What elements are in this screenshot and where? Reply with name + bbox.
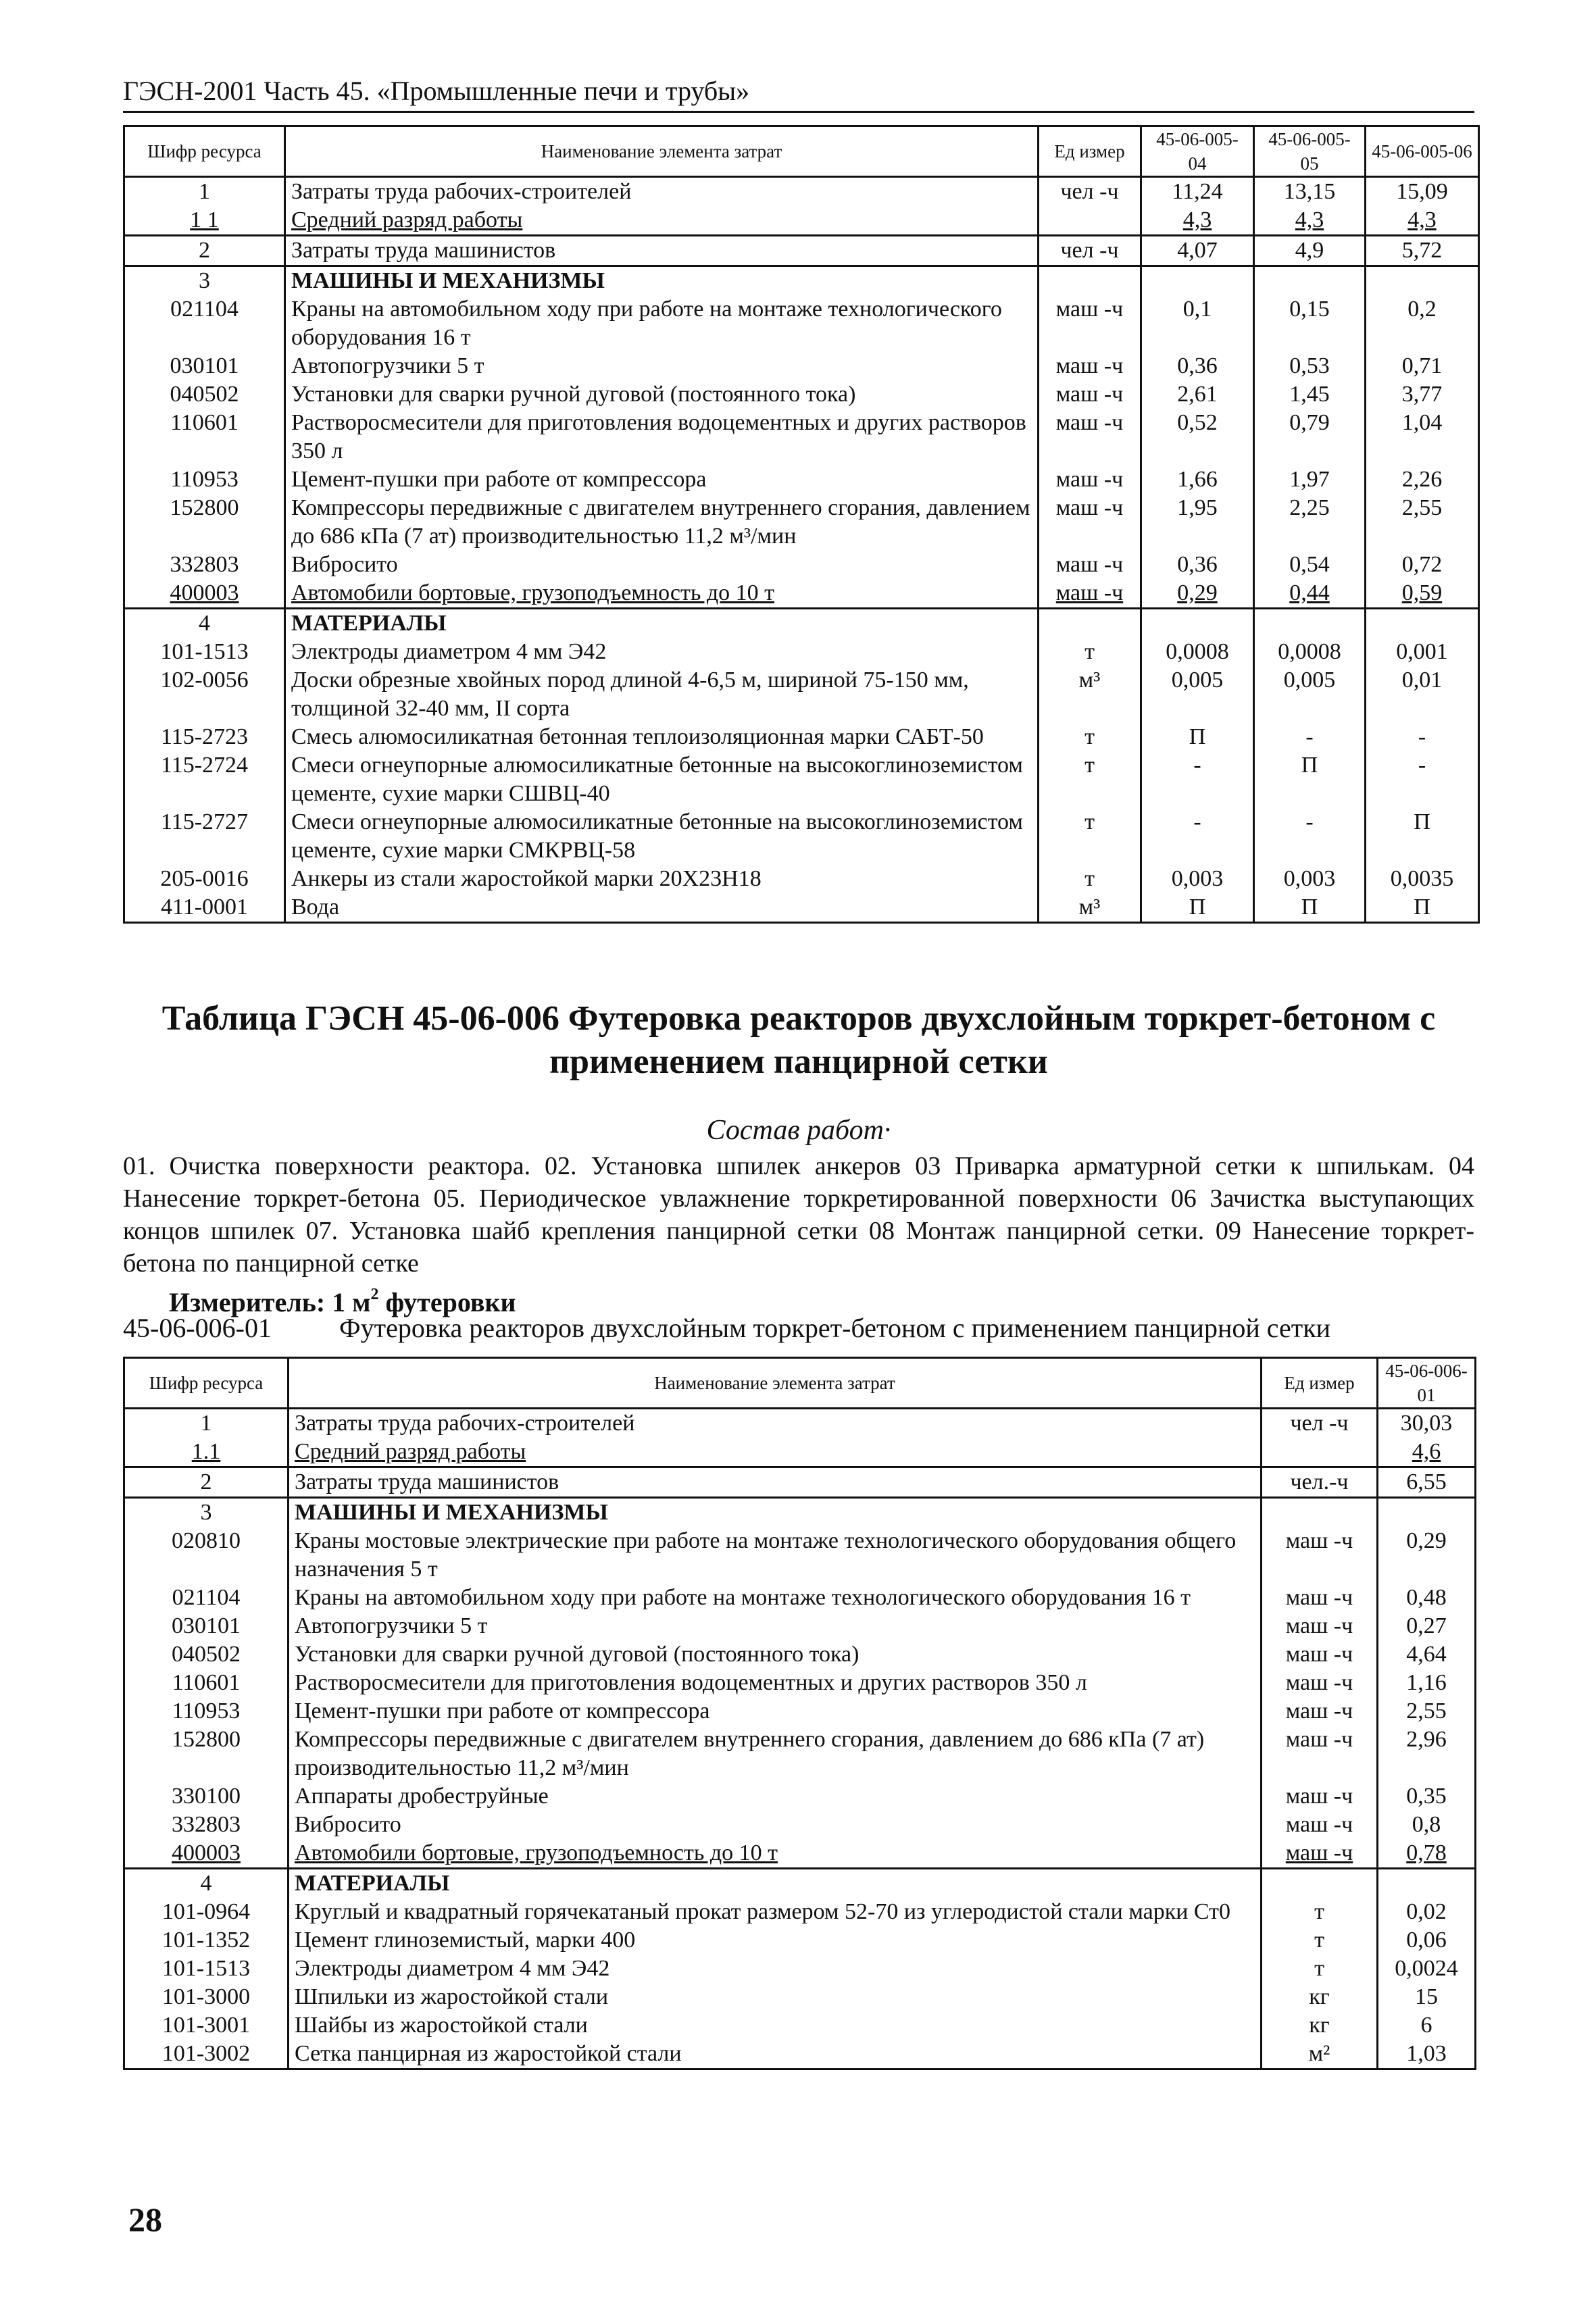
cell-value: П (1254, 751, 1366, 808)
table-row (124, 1467, 1476, 1498)
table-row (124, 1584, 1476, 1612)
cell-name: Затраты труда рабочих-строителей (289, 1409, 1262, 1438)
cell-name: Цемент-пушки при работе от компрессора (285, 466, 1039, 494)
col-header-unit: Ед измер (1262, 1358, 1378, 1409)
cell-unit: т (1039, 723, 1141, 751)
cell-value: П (1366, 893, 1479, 923)
cell-unit: маш -ч (1039, 295, 1141, 352)
cell-code: 110601 (124, 409, 285, 466)
cell-code: 020810 (124, 1527, 289, 1584)
cell-unit: чел.-ч (1262, 1467, 1378, 1498)
cell-value: 0,59 (1366, 579, 1479, 609)
cell-name: Анкеры из стали жаростойкой марки 20Х23Н18 (285, 865, 1039, 893)
col-header-name: Наименование элемента затрат (289, 1358, 1262, 1409)
cell-unit: чел -ч (1039, 177, 1141, 207)
cell-unit: чел -ч (1262, 1409, 1378, 1438)
table-row (124, 177, 1479, 207)
cell-value: - (1254, 808, 1366, 865)
cell-value: 0,52 (1141, 409, 1254, 466)
cell-name: Установки для сварки ручной дуговой (постоянного тока) (289, 1640, 1262, 1669)
cell-value (1366, 266, 1479, 296)
cell-code: 110601 (124, 1669, 289, 1697)
cell-value: 0,54 (1254, 551, 1366, 579)
cell-value: 0,06 (1378, 1926, 1476, 1955)
cell-value: 0,003 (1254, 865, 1366, 893)
cell-code: 152800 (124, 1726, 289, 1782)
col-header-45-06-006-01: 45-06-006-01 (1378, 1358, 1476, 1409)
cell-value: - (1366, 723, 1479, 751)
cell-value (1141, 266, 1254, 296)
cell-unit: м³ (1039, 666, 1141, 723)
table-header-row (124, 1358, 1476, 1409)
cell-value: - (1141, 808, 1254, 865)
table-row (124, 1669, 1476, 1697)
cell-value: 2,26 (1366, 466, 1479, 494)
cell-value: 2,25 (1254, 494, 1366, 551)
cell-code: 332803 (124, 1811, 289, 1839)
cell-code: 330100 (124, 1782, 289, 1811)
cell-unit: маш -ч (1262, 1697, 1378, 1726)
table-row (124, 1983, 1476, 2011)
cell-code: 101-1513 (124, 1955, 289, 1983)
cell-unit: маш -ч (1039, 409, 1141, 466)
cell-unit: маш -ч (1262, 1726, 1378, 1782)
cell-value: 0,35 (1378, 1782, 1476, 1811)
cell-code: 030101 (124, 1612, 289, 1640)
table-row (124, 1640, 1476, 1669)
cell-name: Автопогрузчики 5 т (289, 1612, 1262, 1640)
cell-value: П (1254, 893, 1366, 923)
composition-title: Состав работ· (706, 1115, 891, 1146)
table-row (124, 409, 1479, 466)
col-header-code: Шифр ресурса (124, 1358, 289, 1409)
cell-unit (1262, 1869, 1378, 1898)
table-row (124, 1839, 1476, 1869)
cell-name: Вибросито (289, 1811, 1262, 1839)
cell-value: 0,78 (1378, 1839, 1476, 1869)
cell-value: П (1366, 808, 1479, 865)
cell-value: 4,9 (1254, 236, 1366, 266)
cell-name: МАШИНЫ И МЕХАНИЗМЫ (285, 266, 1039, 296)
cell-value: 4,64 (1378, 1640, 1476, 1669)
cell-value (1366, 609, 1479, 638)
table-row (124, 352, 1479, 380)
cell-value: 0,01 (1366, 666, 1479, 723)
cell-code: 152800 (124, 494, 285, 551)
cell-unit: т (1039, 808, 1141, 865)
table-row (124, 751, 1479, 808)
cell-code: 021104 (124, 295, 285, 352)
cell-code: 102-0056 (124, 666, 285, 723)
composition-text: 01. Очистка поверхности реактора. 02. Установка шпилек анкеров 03 Приварка арматурной сетки к шпилькам. 04 Нанесение торкрет-бетона 05. Периодическое увлажнение торкретированной поверхности 06 Зачистка выступающих концов шпилек 07. Установка шайб крепления панцирной сетки 08 Монтаж панцирной сетки. 09 Нанесение торкрет-бетона по панцирной сетке (123, 1152, 1474, 1278)
table-row (124, 551, 1479, 579)
cell-unit: маш -ч (1262, 1584, 1378, 1612)
table-row (124, 1898, 1476, 1926)
cell-code: 101-0964 (124, 1898, 289, 1926)
cell-unit: чел -ч (1039, 236, 1141, 266)
cell-name: Средний разряд работы (289, 1438, 1262, 1467)
cell-name: Компрессоры передвижные с двигателем внутреннего сгорания, давлением до 686 кПа (7 ат) производительностью 11,2 м³/мин (285, 494, 1039, 551)
cell-value: 0,0035 (1366, 865, 1479, 893)
cell-code: 101-3002 (124, 2040, 289, 2069)
cell-value: 0,1 (1141, 295, 1254, 352)
cell-value: 0,48 (1378, 1584, 1476, 1612)
cell-code: 101-1513 (124, 638, 285, 666)
cell-value (1378, 1498, 1476, 1528)
cell-value: 6,55 (1378, 1467, 1476, 1498)
cell-value: 0,005 (1141, 666, 1254, 723)
cell-name: Электроды диаметром 4 мм Э42 (285, 638, 1039, 666)
cell-code: 2 (124, 236, 285, 266)
col-header-code: Шифр ресурса (124, 126, 285, 177)
cell-code: 400003 (124, 579, 285, 609)
norm-description: Футеровка реакторов двухслойным торкрет-бетоном с применением панцирной сетки (339, 1313, 1331, 1343)
cell-name: МАТЕРИАЛЫ (289, 1869, 1262, 1898)
cell-unit: маш -ч (1039, 551, 1141, 579)
cell-code: 3 (124, 266, 285, 296)
cell-value: 2,96 (1378, 1726, 1476, 1782)
cell-name: Сетка панцирная из жаростойкой стали (289, 2040, 1262, 2069)
cell-value: 0,0008 (1141, 638, 1254, 666)
table-row (124, 206, 1479, 236)
cell-value (1254, 266, 1366, 296)
table-row (124, 579, 1479, 609)
cell-name: Смеси огнеупорные алюмосиликатные бетонные на высокоглиноземистом цементе, сухие марки СШВЦ-40 (285, 751, 1039, 808)
cell-value: 30,03 (1378, 1409, 1476, 1438)
cell-value: 0,0008 (1254, 638, 1366, 666)
cell-value: 3,77 (1366, 380, 1479, 409)
cell-value: 2,55 (1366, 494, 1479, 551)
cell-value: 0,2 (1366, 295, 1479, 352)
cell-unit: маш -ч (1039, 494, 1141, 551)
cell-value: 1,66 (1141, 466, 1254, 494)
cell-unit: маш -ч (1039, 352, 1141, 380)
cell-value: 0,36 (1141, 551, 1254, 579)
cell-code: 021104 (124, 1584, 289, 1612)
table-row (124, 1811, 1476, 1839)
cell-code: 2 (124, 1467, 289, 1498)
col-header-unit: Ед измер (1039, 126, 1141, 177)
meter-value-number: 1 м (332, 1287, 371, 1317)
cell-name: Растворосмесители для приготовления водоцементных и других растворов 350 л (289, 1669, 1262, 1697)
col-header-45-06-005-04: 45-06-005-04 (1141, 126, 1254, 177)
cell-unit (1039, 206, 1141, 236)
cell-code: 101-1352 (124, 1926, 289, 1955)
cell-code: 101-3000 (124, 1983, 289, 2011)
table-row (124, 1527, 1476, 1584)
table-row (124, 494, 1479, 551)
cell-value: 0,003 (1141, 865, 1254, 893)
cell-value: 1,95 (1141, 494, 1254, 551)
table-row (124, 1438, 1476, 1467)
cell-code: 1 (124, 1409, 289, 1438)
resource-table-45-06-005 (123, 125, 1480, 924)
cell-name: Цемент глиноземистый, марки 400 (289, 1926, 1262, 1955)
table-row (124, 1612, 1476, 1640)
cell-value: 0,27 (1378, 1612, 1476, 1640)
cell-code: 115-2724 (124, 751, 285, 808)
cell-unit: м² (1262, 2040, 1378, 2069)
cell-name: Смеси огнеупорные алюмосиликатные бетонные на высокоглиноземистом цементе, сухие марки СМКРВЦ-58 (285, 808, 1039, 865)
cell-unit: маш -ч (1039, 466, 1141, 494)
cell-value: 1,03 (1378, 2040, 1476, 2069)
cell-code: 4 (124, 1869, 289, 1898)
cell-unit: маш -ч (1262, 1669, 1378, 1697)
norm-code: 45-06-006-01 (123, 1313, 272, 1343)
cell-name: Автопогрузчики 5 т (285, 352, 1039, 380)
page-number: 28 (128, 2200, 162, 2238)
cell-value: 0,0024 (1378, 1955, 1476, 1983)
cell-unit: т (1039, 751, 1141, 808)
cell-name: Вибросито (285, 551, 1039, 579)
cell-value: 0,72 (1366, 551, 1479, 579)
cell-value: 1,45 (1254, 380, 1366, 409)
cell-unit: маш -ч (1039, 380, 1141, 409)
cell-unit (1039, 609, 1141, 638)
cell-code: 4 (124, 609, 285, 638)
cell-value: 4,3 (1141, 206, 1254, 236)
table-row (124, 380, 1479, 409)
cell-value: - (1141, 751, 1254, 808)
cell-value (1378, 1869, 1476, 1898)
cell-value: 0,02 (1378, 1898, 1476, 1926)
table-row (124, 638, 1479, 666)
table-row (124, 1726, 1476, 1782)
cell-code: 1 1 (124, 206, 285, 236)
norm-code-line (123, 1312, 1330, 1344)
cell-value: 0,8 (1378, 1811, 1476, 1839)
cell-value (1254, 609, 1366, 638)
cell-name: Автомобили бортовые, грузоподъемность до 10 т (285, 579, 1039, 609)
meter-unit: футеровки (385, 1287, 516, 1317)
cell-value: 1,04 (1366, 409, 1479, 466)
cell-value: 0,29 (1378, 1527, 1476, 1584)
cell-unit: маш -ч (1262, 1640, 1378, 1669)
cell-code: 332803 (124, 551, 285, 579)
cell-name: Электроды диаметром 4 мм Э42 (289, 1955, 1262, 1983)
cell-value: 11,24 (1141, 177, 1254, 207)
table-row (124, 1926, 1476, 1955)
cell-value: 0,005 (1254, 666, 1366, 723)
cell-code: 400003 (124, 1839, 289, 1869)
page-header: ГЭСН-2001 Часть 45. «Промышленные печи и трубы» (123, 74, 1474, 113)
cell-value: 13,15 (1254, 177, 1366, 207)
cell-name: Растворосмесители для приготовления водоцементных и других растворов 350 л (285, 409, 1039, 466)
cell-name: Шайбы из жаростойкой стали (289, 2011, 1262, 2040)
meter-label: Измеритель: (169, 1287, 326, 1317)
cell-value: 5,72 (1366, 236, 1479, 266)
cell-unit: маш -ч (1262, 1811, 1378, 1839)
cell-code: 110953 (124, 1697, 289, 1726)
cell-unit (1262, 1498, 1378, 1528)
cell-value: 0,44 (1254, 579, 1366, 609)
cell-name: Компрессоры передвижные с двигателем внутреннего сгорания, давлением до 686 кПа (7 ат) производительностью 11,2 м³/мин (289, 1726, 1262, 1782)
table-row (124, 1782, 1476, 1811)
cell-unit: т (1039, 865, 1141, 893)
cell-value: - (1254, 723, 1366, 751)
table-row (124, 808, 1479, 865)
cell-name: Краны на автомобильном ходу при работе на монтаже технологического оборудования 16 т (289, 1584, 1262, 1612)
cell-code: 115-2727 (124, 808, 285, 865)
table-row (124, 893, 1479, 923)
cell-value: 4,6 (1378, 1438, 1476, 1467)
cell-value: 6 (1378, 2011, 1476, 2040)
cell-code: 3 (124, 1498, 289, 1528)
cell-value: П (1141, 893, 1254, 923)
cell-code: 1.1 (124, 1438, 289, 1467)
cell-value: 0,79 (1254, 409, 1366, 466)
table-row (124, 723, 1479, 751)
cell-name: Вода (285, 893, 1039, 923)
col-header-name: Наименование элемента затрат (285, 126, 1039, 177)
col-header-45-06-005-05: 45-06-005-05 (1254, 126, 1366, 177)
cell-value: 2,61 (1141, 380, 1254, 409)
cell-code: 101-3001 (124, 2011, 289, 2040)
cell-code: 030101 (124, 352, 285, 380)
table-header-row (124, 126, 1479, 177)
cell-unit: маш -ч (1262, 1839, 1378, 1869)
cell-name: Шпильки из жаростойкой стали (289, 1983, 1262, 2011)
cell-name: МАШИНЫ И МЕХАНИЗМЫ (289, 1498, 1262, 1528)
table-heading: Таблица ГЭСН 45-06-006 Футеровка реакторов двухслойным торкрет-бетоном с применением панцирной сетки (161, 999, 1436, 1081)
cell-unit (1039, 266, 1141, 296)
cell-name: Смесь алюмосиликатная бетонная теплоизоляционная марки САБТ-50 (285, 723, 1039, 751)
table-row (124, 1409, 1476, 1438)
cell-value: - (1366, 751, 1479, 808)
cell-unit: маш -ч (1262, 1782, 1378, 1811)
meter-value-sup: 2 (370, 1286, 379, 1303)
resource-table-45-06-006 (123, 1357, 1476, 2070)
table-row (124, 1498, 1476, 1528)
cell-name: Цемент-пушки при работе от компрессора (289, 1697, 1262, 1726)
cell-value: 15 (1378, 1983, 1476, 2011)
cell-value: 0,001 (1366, 638, 1479, 666)
cell-name: Круглый и квадратный горячекатаный прокат размером 52-70 из углеродистой стали марки Ст0 (289, 1898, 1262, 1926)
cell-unit: т (1262, 1898, 1378, 1926)
cell-unit: кг (1262, 2011, 1378, 2040)
cell-value: 4,07 (1141, 236, 1254, 266)
table-row (124, 236, 1479, 266)
cell-unit: т (1262, 1955, 1378, 1983)
table-row (124, 1869, 1476, 1898)
cell-name: Краны мостовые электрические при работе на монтаже технологического оборудования общего назначения 5 т (289, 1527, 1262, 1584)
cell-code: 115-2723 (124, 723, 285, 751)
cell-unit: т (1262, 1926, 1378, 1955)
table-row (124, 865, 1479, 893)
col-header-45-06-005-06: 45-06-005-06 (1366, 126, 1479, 177)
cell-value: 0,53 (1254, 352, 1366, 380)
cell-name: Затраты труда машинистов (289, 1467, 1262, 1498)
cell-value: 4,3 (1366, 206, 1479, 236)
cell-code: 040502 (124, 1640, 289, 1669)
cell-name: Затраты труда рабочих-строителей (285, 177, 1039, 207)
cell-code: 110953 (124, 466, 285, 494)
cell-name: Доски обрезные хвойных пород длиной 4-6,5 м, шириной 75-150 мм, толщиной 32-40 мм, II сорта (285, 666, 1039, 723)
cell-unit: маш -ч (1262, 1527, 1378, 1584)
cell-code: 1 (124, 177, 285, 207)
table-row (124, 466, 1479, 494)
table-row (124, 295, 1479, 352)
table-row (124, 2040, 1476, 2069)
table-row (124, 2011, 1476, 2040)
cell-unit: маш -ч (1262, 1612, 1378, 1640)
cell-code: 411-0001 (124, 893, 285, 923)
cell-name: Установки для сварки ручной дуговой (постоянного тока) (285, 380, 1039, 409)
table-row (124, 609, 1479, 638)
cell-name: Средний разряд работы (285, 206, 1039, 236)
table-row (124, 1955, 1476, 1983)
cell-code: 205-0016 (124, 865, 285, 893)
table-row (124, 666, 1479, 723)
cell-value (1141, 609, 1254, 638)
table-row (124, 1697, 1476, 1726)
table-row (124, 266, 1479, 296)
cell-value: П (1141, 723, 1254, 751)
cell-value: 4,3 (1254, 206, 1366, 236)
cell-name: Затраты труда машинистов (285, 236, 1039, 266)
cell-name: Автомобили бортовые, грузоподъемность до 10 т (289, 1839, 1262, 1869)
cell-value: 0,71 (1366, 352, 1479, 380)
cell-value: 2,55 (1378, 1697, 1476, 1726)
cell-name: Краны на автомобильном ходу при работе на монтаже технологического оборудования 16 т (285, 295, 1039, 352)
cell-unit: м³ (1039, 893, 1141, 923)
cell-code: 040502 (124, 380, 285, 409)
cell-value: 1,97 (1254, 466, 1366, 494)
cell-value: 0,36 (1141, 352, 1254, 380)
cell-unit: маш -ч (1039, 579, 1141, 609)
cell-unit: т (1039, 638, 1141, 666)
cell-value: 15,09 (1366, 177, 1479, 207)
cell-name: Аппараты дробеструйные (289, 1782, 1262, 1811)
cell-value: 0,29 (1141, 579, 1254, 609)
cell-value: 1,16 (1378, 1669, 1476, 1697)
cell-name: МАТЕРИАЛЫ (285, 609, 1039, 638)
cell-unit (1262, 1438, 1378, 1467)
cell-unit: кг (1262, 1983, 1378, 2011)
cell-value: 0,15 (1254, 295, 1366, 352)
